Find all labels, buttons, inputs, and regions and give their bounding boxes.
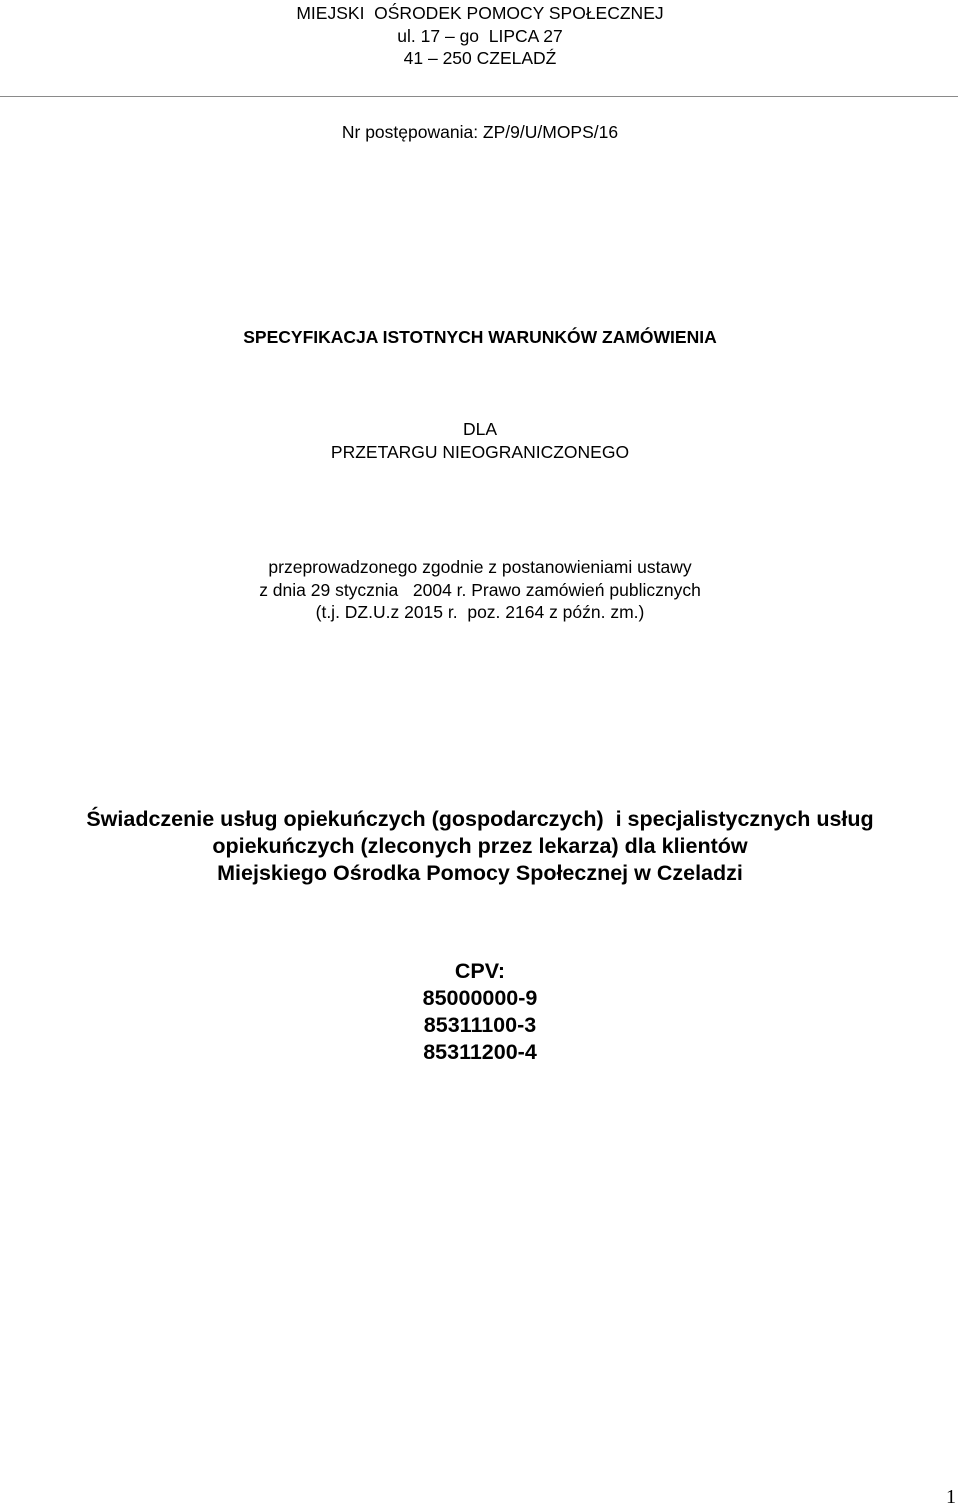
cpv-code: 85311200-4 [423,1040,537,1064]
tender-type [0,418,960,463]
tender-type-line-1: DLA [462,419,498,439]
legal-basis-line-3: (t.j. DZ.U.z 2015 r. poz. 2164 z późn. zm.) [315,602,645,622]
cpv-code: 85000000-9 [422,986,538,1010]
document-title: SPECYFIKACJA ISTOTNYCH WARUNKÓW ZAMÓWIENIA [243,327,717,347]
cpv-codes [0,958,960,1066]
case-number: Nr postępowania: ZP/9/U/MOPS/16 [341,122,619,142]
page-number: 1 [946,1486,956,1508]
tender-type-line-2: PRZETARGU NIEOGRANICZONEGO [330,441,630,462]
legal-basis [0,556,960,624]
subject-line-2: opiekuńczych (zleconych przez lekarza) dla klientów [212,834,748,858]
institution-header [0,2,960,70]
institution-city: 41 – 250 CZELADŹ [403,48,557,68]
institution-name: MIEJSKI OŚRODEK POMOCY SPOŁECZNEJ [296,3,664,23]
cpv-label: CPV: [454,959,506,983]
subject-line-1: Świadczenie usług opiekuńczych (gospodarczych) i specjalistycznych usług [86,807,874,831]
header-divider [0,96,958,97]
legal-basis-line-1: przeprowadzonego zgodnie z postanowieniami ustawy [268,557,692,577]
subject-line-3: Miejskiego Ośrodka Pomocy Społecznej w Czeladzi [217,861,743,885]
procurement-subject [0,806,960,887]
cpv-code: 85311100-3 [423,1013,537,1037]
institution-street: ul. 17 – go LIPCA 27 [397,25,563,46]
legal-basis-line-2: z dnia 29 stycznia 2004 r. Prawo zamówień publicznych [259,579,701,600]
